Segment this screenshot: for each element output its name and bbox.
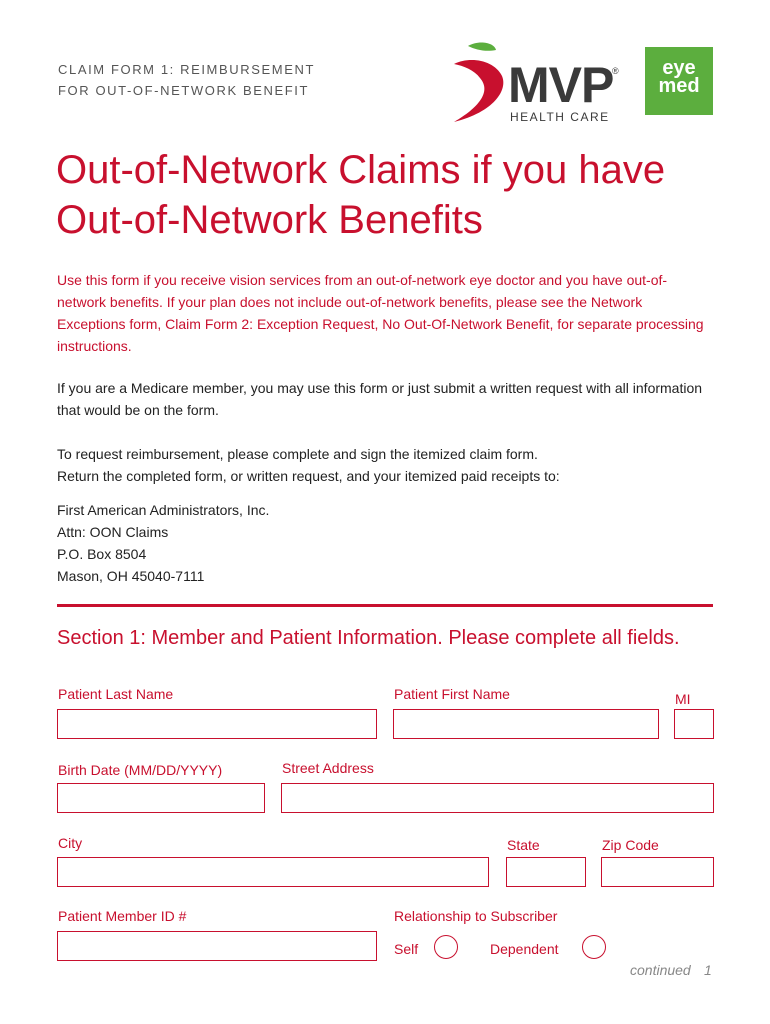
- mvp-logo-wordmark: MVP: [508, 57, 614, 113]
- state-field[interactable]: [506, 857, 586, 887]
- city-label: City: [58, 835, 83, 851]
- section-1-title: Section 1: Member and Patient Information. Please complete all fields.: [57, 627, 680, 649]
- mi-label: MI: [675, 691, 691, 707]
- eyemed-logo: [645, 47, 713, 115]
- patient-member-id-field[interactable]: [57, 931, 377, 961]
- street-address-label: Street Address: [282, 760, 374, 776]
- mvp-registered-mark: ®: [612, 66, 619, 76]
- zip-code-label: Zip Code: [602, 837, 659, 853]
- page-number: 1: [704, 962, 712, 978]
- patient-last-name-field[interactable]: [57, 709, 377, 739]
- patient-last-name-label: Patient Last Name: [58, 686, 174, 702]
- eyebrow-line-2: FOR OUT-OF-NETWORK BENEFIT: [58, 83, 310, 98]
- middle-initial-field[interactable]: [674, 709, 714, 739]
- intro-paragraph: Use this form if you receive vision services from an out-of-network eye doctor and you have out-of-network benefits. If your plan does not include out-of-network benefits, please see the Network Exceptions form, Claim Form 2: Exception Request, No Out-Of-Network Benefit, for separate processing instructions.: [57, 272, 704, 354]
- dependent-radio[interactable]: [582, 935, 606, 959]
- page-title-line-1: Out-of-Network Claims if you have: [56, 148, 666, 192]
- patient-member-id-label: Patient Member ID #: [58, 908, 187, 924]
- address-line-1: First American Administrators, Inc.: [57, 502, 270, 518]
- state-label: State: [507, 837, 540, 853]
- address-line-3: P.O. Box 8504: [57, 546, 147, 562]
- zip-code-field[interactable]: [601, 857, 714, 887]
- request-line-1: To request reimbursement, please complete and sign the itemized claim form.: [57, 446, 538, 462]
- dependent-option-label: Dependent: [490, 941, 559, 957]
- request-line-2: Return the completed form, or written request, and your itemized paid receipts to:: [57, 468, 560, 484]
- self-radio[interactable]: [434, 935, 458, 959]
- street-address-field[interactable]: [281, 783, 714, 813]
- continued-note: continued: [630, 962, 691, 978]
- eyemed-logo-line-1: eye: [662, 57, 696, 79]
- eyebrow-line-1: CLAIM FORM 1: REIMBURSEMENT: [58, 62, 315, 77]
- self-option-label: Self: [394, 941, 419, 957]
- city-field[interactable]: [57, 857, 489, 887]
- mailing-address: [57, 499, 269, 587]
- eyemed-logo-line-2: med: [658, 75, 700, 97]
- medicare-paragraph: If you are a Medicare member, you may use this form or just submit a written request with all information that would be on the form.: [57, 380, 703, 418]
- request-instructions: [57, 443, 717, 487]
- form-eyebrow: [58, 59, 315, 101]
- mvp-logo-subtitle: HEALTH CARE: [510, 110, 610, 124]
- section-divider: [57, 604, 713, 607]
- patient-first-name-field[interactable]: [393, 709, 659, 739]
- mvp-health-care-logo: [450, 42, 630, 128]
- address-line-4: Mason, OH 45040-7111: [57, 568, 205, 584]
- page-title: [56, 145, 665, 245]
- patient-first-name-label: Patient First Name: [394, 686, 510, 702]
- page-title-line-2: Out-of-Network Benefits: [56, 198, 483, 242]
- relationship-label: Relationship to Subscriber: [394, 908, 558, 924]
- birth-date-field[interactable]: [57, 783, 265, 813]
- address-line-2: Attn: OON Claims: [57, 524, 169, 540]
- birth-date-label: Birth Date (MM/DD/YYYY): [58, 762, 223, 778]
